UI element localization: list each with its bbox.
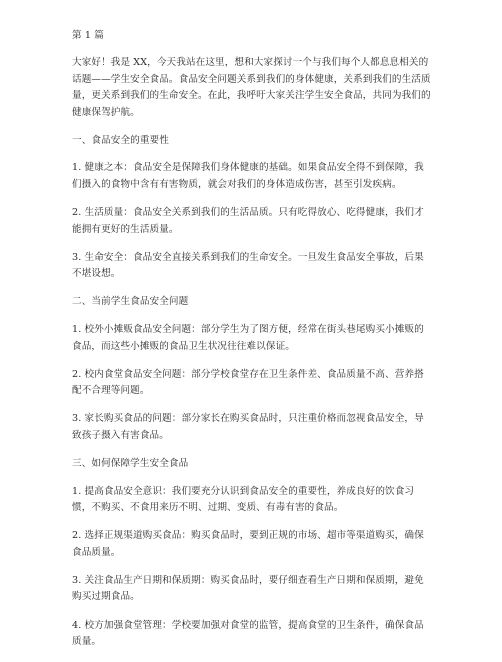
list-item: 4. 校方加强食堂管理：学校要加强对食堂的监管，提高食堂的卫生条件，确保食品质量。 bbox=[72, 619, 424, 648]
page-label: 第 1 篇 bbox=[72, 30, 104, 41]
list-item: 2. 生活质量：食品安全关系到我们的生活品质。只有吃得放心、吃得健康，我们才能拥有更好的生活质量。 bbox=[72, 207, 424, 235]
list-item: 3. 家长购买食品的问题：部分家长在购买食品时，只注重价格而忽视食品安全，导致孩子摄入有害食品。 bbox=[72, 413, 424, 441]
section-heading-solutions: 三、如何保障学生安全食品 bbox=[72, 458, 189, 469]
intro-paragraph: 大家好！我是 XX，今天我站在这里，想和大家探讨一个与我们每个人都息息相关的话题——学生安全食品。食品安全问题关系到我们的身体健康，关系到我们的生活质量，更关系到我们的生命安全。在此，我呼吁大家关注学生安全食品，共同为我们的健康保驾护航。 bbox=[72, 57, 431, 118]
section-heading-problems: 二、当前学生食品安全问题 bbox=[72, 296, 189, 308]
list-item: 1. 校外小摊贩食品安全问题：部分学生为了图方便，经常在街头巷尾购买小摊贩的食品，而这些小摊贩的食品卫生状况往往难以保证。 bbox=[72, 323, 424, 352]
section-heading-importance: 一、食品安全的重要性 bbox=[72, 134, 169, 146]
list-item: 3. 生命安全：食品安全直接关系到我们的生命安全。一旦发生食品安全事故，后果不堪设想。 bbox=[72, 251, 424, 280]
list-item: 1. 健康之本：食品安全是保障我们身体健康的基础。如果食品安全得不到保障，我们摄入的食物中含有有害物质，就会对我们的身体造成伤害，甚至引发疾病。 bbox=[72, 162, 424, 190]
list-item: 2. 校内食堂食品安全问题：部分学校食堂存在卫生条件差、食品质量不高、营养搭配不合理等问题。 bbox=[72, 368, 424, 397]
document-page bbox=[72, 28, 432, 662]
list-item: 1. 提高食品安全意识：我们要充分认识到食品安全的重要性，养成良好的饮食习惯，不购买、不食用来历不明、过期、变质、有毒有害的食品。 bbox=[72, 485, 415, 514]
list-item: 3. 关注食品生产日期和保质期：购买食品时，要仔细查看生产日期和保质期，避免购买过期食品。 bbox=[72, 574, 424, 603]
list-item: 2. 选择正规渠道购买食品：购买食品时，要到正规的市场、超市等渠道购买，确保食品质量。 bbox=[72, 530, 424, 558]
